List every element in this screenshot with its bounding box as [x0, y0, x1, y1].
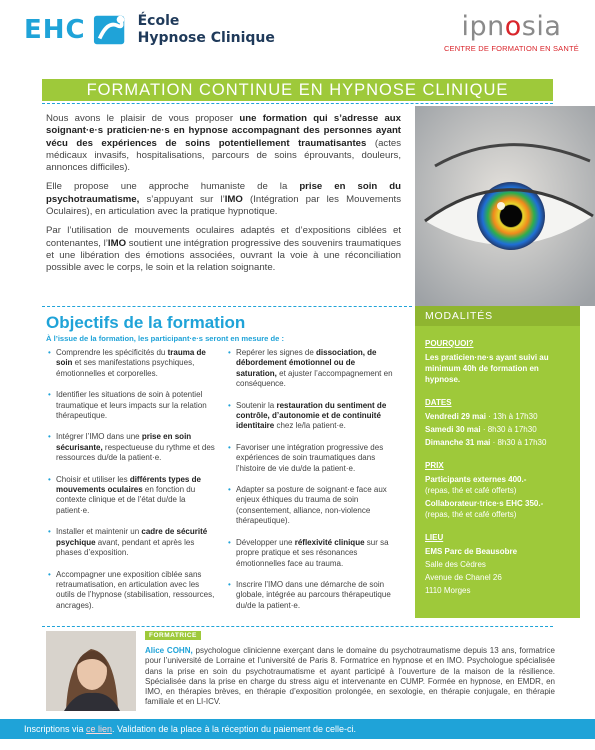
list-item: • Intégrer l’IMO dans une prise en soin sécurisante, respectueuse du rythme et des ressources du/de la patient·e. — [48, 432, 215, 463]
lieu-line: Salle des Cèdres — [425, 560, 486, 569]
objectives-right-column — [228, 348, 398, 622]
modalites-body — [415, 326, 580, 604]
lieu-label: LIEU — [425, 533, 444, 542]
list-item: • Repérer les signes de dissociation, de débordement émotionnel ou de saturation, et ajuster l’accompagnement en conséquence. — [228, 348, 393, 389]
header — [0, 0, 595, 74]
modalites-panel — [415, 306, 580, 618]
list-item: • Développer une réflexivité clinique sur sa propre pratique et ses résonances émotionnelles face au trauma. — [228, 537, 389, 568]
divider — [42, 103, 553, 104]
list-item: • Accompagner une exposition ciblée sans retraumatisation, en articulation avec les outils de l’hypnose (stabilisation, ressources, ancrages). — [48, 569, 215, 610]
intro-paragraph-2: Elle propose une approche humaniste de la prise en soin du psychotraumatisme, s’appuyant sur l’IMO (Intégration par les Mouvements Oculaires), en articulation avec la pratique hypnotique. — [46, 181, 401, 218]
footer: Inscriptions via ce lien. Validation de la place à la réception du paiement de celle-ci. — [0, 719, 595, 739]
pourquoi-label: POURQUOI? — [425, 339, 474, 348]
prix-label: PRIX — [425, 461, 444, 470]
inscription-link[interactable]: ce lien — [86, 724, 113, 734]
pourquoi-text: Les praticien·ne·s ayant suivi au minimum 40h de formation en hypnose. — [425, 353, 549, 384]
intro-text — [46, 113, 401, 282]
formatrice-photo — [46, 631, 136, 711]
objectives-subtitle: À l’issue de la formation, les participant·e·s seront en mesure de : — [46, 334, 285, 343]
objectives-left-column — [48, 348, 218, 622]
lieu-line: Avenue de Chanel 26 — [425, 573, 502, 582]
list-item: • Installer et maintenir un cadre de sécurité psychique avant, pendant et après les phases d’exposition. — [48, 527, 208, 558]
list-item: • Favoriser une intégration progressive des expériences de soin traumatiques dans l’histoire de vie du/de la patient·e. — [228, 442, 384, 473]
page-title: FORMATION CONTINUE EN HYPNOSE CLINIQUE — [42, 79, 553, 101]
school-line-2: Hypnose Clinique — [137, 30, 275, 46]
list-item: • Soutenir la restauration du sentiment de contrôle, d’autonomie et de continuité identitaire chez le/la patient·e. — [228, 400, 387, 431]
lieu-line: 1110 Morges — [425, 586, 471, 595]
eye-photo — [415, 106, 595, 306]
formatrice-bio: Alice COHN, psychologue clinicienne exerçant dans le domaine du psychotraumatisme depuis 13 ans, formatrice pour l’université de Lorraine et l’université de Paris 8. Formatrice en hypnose et en IMO. Psychologue spécialisée dans la prise en soin du psychotraumatisme et ayant participé à l’ouverture de la maison de la résilience. Spécialisée dans la prise en charge du stress aigu et intervenante en CUMP. Formée en hypnose, en EMDR, en IMO, en thérapies brèves, en thérapie d’exposition prolongée, en sexologie, en thérapie conjugale, en thérapie familiale et en LI-ICV. — [145, 646, 555, 707]
formatrice-name: Alice COHN, — [145, 646, 193, 655]
prix-item: Collaborateur·trice·s EHC 350.- (repas, thé et café offerts) — [425, 499, 544, 519]
formatrice-tag: FORMATRICE — [145, 631, 201, 640]
objectives-title: Objectifs de la formation — [46, 313, 246, 332]
ipnosia-wordmark: ipnosia — [461, 11, 562, 42]
list-item: • Inscrire l’IMO dans une démarche de soin globale, intégrée au parcours thérapeutique du/de la patient·e. — [228, 579, 391, 610]
list-item: • Adapter sa posture de soignant·e face aux enjeux éthiques du trauma de soin (consentement, alliance, non-violence thérapeutique). — [228, 485, 387, 526]
ehc-wordmark: EHC — [24, 15, 86, 45]
divider — [42, 626, 553, 627]
date-item: Dimanche 31 mai · 8h30 à 17h30 — [425, 438, 547, 447]
ehc-school-name — [138, 13, 275, 47]
date-item: Samedi 30 mai · 8h30 à 17h30 — [425, 425, 537, 434]
modalites-title: MODALITÉS — [415, 306, 580, 326]
date-item: Vendredi 29 mai · 13h à 17h30 — [425, 412, 538, 421]
school-line-1: École — [137, 13, 180, 29]
dates-label: DATES — [425, 398, 452, 407]
ehc-logo — [24, 12, 275, 48]
ipnosia-logo — [444, 12, 579, 53]
list-item: • Choisir et utiliser les différents types de mouvements oculaires en fonction du contexte clinique et de l’état du/de la patient·e. — [48, 474, 201, 515]
prix-item: Participants externes 400.- (repas, thé et café offerts) — [425, 475, 527, 495]
list-item: • Identifier les situations de soin à potentiel traumatique et leurs impacts sur la relation thérapeutique. — [48, 390, 207, 421]
intro-paragraph-1: Nous avons le plaisir de vous proposer une formation qui s’adresse aux soignant·e·s praticien·ne·s en hypnose accompagnant des personnes ayant vécu des expériences de soins potentiellement traumatisantes (actes médicaux invasifs, hospitalisations, parcours de soins éprouvants, douleurs, annonces difficiles). — [46, 113, 401, 174]
intro-paragraph-3: Par l’utilisation de mouvements oculaires adaptés et d’expositions ciblées et contenantes, l’IMO soutient une intégration progressive des souvenirs traumatiques et une libération des émotions associées, ouvrant la voie à une réconciliation possible avec le corps, le soin et la relation soignante. — [46, 225, 401, 274]
ehc-logo-mark-icon — [92, 12, 130, 48]
list-item: • Comprendre les spécificités du trauma de soin et ses manifestations psychiques, émotionnelles et corporelles. — [48, 348, 206, 378]
divider — [42, 306, 412, 307]
eye-photo-icon — [415, 106, 595, 306]
lieu-name: EMS Parc de Beausobre — [425, 547, 518, 556]
formatrice-photo-icon — [46, 631, 136, 711]
ipnosia-tagline: CENTRE DE FORMATION EN SANTÉ — [443, 44, 579, 53]
